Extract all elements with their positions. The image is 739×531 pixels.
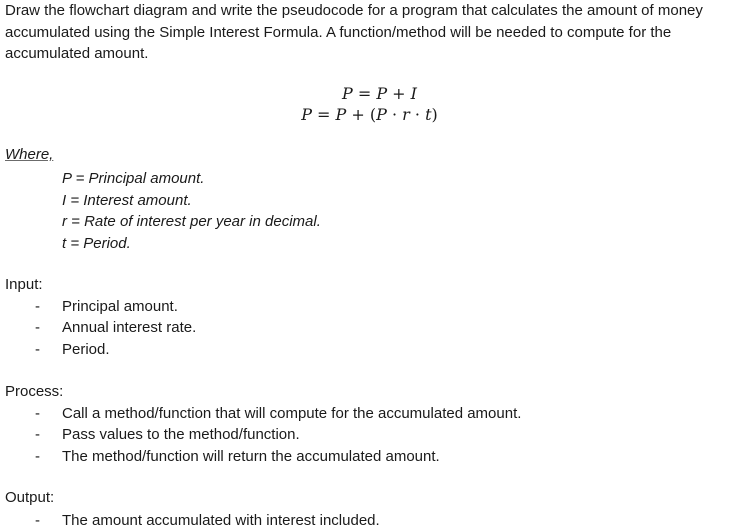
output-heading: Output: [5, 489, 55, 506]
list-item [0, 317, 196, 338]
bullet-dash: - [35, 405, 40, 422]
list-item [0, 296, 196, 317]
formula-operator: + [387, 84, 411, 103]
list-item-text: Principal amount. [62, 298, 178, 315]
definition-item: r = Rate of interest per year in decimal. [62, 213, 321, 230]
formula-symbol: P [376, 84, 388, 103]
bullet-dash: - [35, 426, 40, 444]
formula-operator: + [346, 105, 370, 124]
input-heading: Input: [5, 276, 43, 293]
bullet-dash: - [35, 447, 40, 465]
process-list [0, 403, 521, 467]
list-item [0, 403, 521, 424]
definition-item: I = Interest amount. [62, 191, 192, 209]
bullet-dash: - [35, 512, 40, 529]
bullet-dash: - [35, 298, 40, 315]
list-item-text: Pass values to the method/function. [62, 426, 300, 444]
list-item-text: Period. [62, 340, 110, 358]
formula-symbol: P [341, 84, 353, 103]
where-label: Where, [5, 146, 54, 163]
formula-symbol: t [425, 105, 432, 124]
formula-symbol: I [410, 84, 417, 103]
list-item [0, 510, 380, 531]
formula-paren: ( [369, 105, 377, 124]
formula-line-2 [0, 105, 739, 124]
formula-symbol: r [402, 105, 410, 124]
bullet-dash: - [35, 340, 40, 358]
list-item-text: The method/function will return the accumulated amount. [62, 447, 440, 465]
list-item [0, 339, 196, 360]
list-item [0, 446, 521, 467]
list-item-text: The amount accumulated with interest included. [62, 512, 380, 529]
definitions-list [62, 168, 321, 254]
formula-symbol: P [301, 105, 312, 124]
instructions-paragraph: Draw the flowchart diagram and write the pseudocode for a program that calculates the amount of money accumulated using the Simple Interest Formula. A function/method will be needed to compute for the accumulated amount. [5, 2, 703, 62]
list-item-text: Annual interest rate. [62, 319, 197, 337]
definition-item: t = Period. [62, 234, 131, 252]
formula-operator: = [311, 105, 336, 124]
bullet-dash: - [35, 319, 40, 337]
formula-operator: · [386, 105, 403, 124]
output-list [0, 510, 380, 531]
formula-line-1 [0, 84, 739, 103]
list-item-text: Call a method/function that will compute for the accumulated amount. [62, 405, 522, 422]
definition-item: P = Principal amount. [62, 170, 205, 187]
formula-operator: · [409, 105, 426, 124]
formula-symbol: P [335, 105, 347, 124]
list-item [0, 424, 521, 445]
formula-paren: ) [431, 105, 438, 124]
formula-operator: = [352, 84, 377, 103]
formula-symbol: P [376, 105, 387, 124]
process-heading: Process: [5, 383, 64, 400]
input-list [0, 296, 196, 360]
